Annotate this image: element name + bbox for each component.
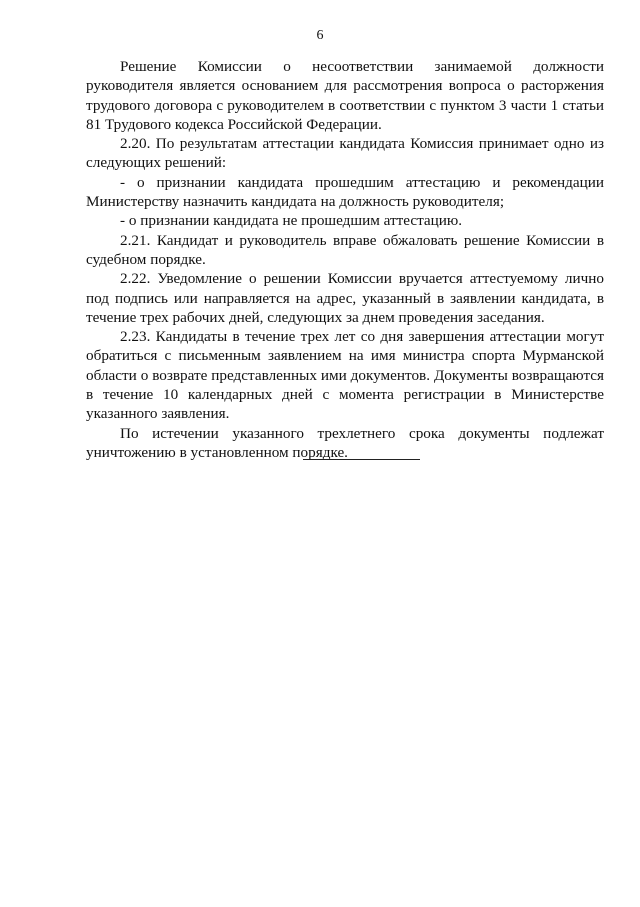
paragraph-commission-decision: Решение Комиссии о несоответствии занимаемой должности руководителя является основанием для рассмотрения вопроса о расторжения трудового договора с руководителем в соответствии с пунктом 3 части 1 статьи 81 Трудового кодекса Российской Федерации. bbox=[86, 58, 604, 133]
paragraph-2-23: 2.23. Кандидаты в течение трех лет со дня завершения аттестации могут обратиться с письменным заявлением на имя министра спорта Мурманской области о возврате представленных ими документов. Документы возвращаются в течение 10 календарных дней с момента регистрации в Министерстве указанного заявления. bbox=[86, 328, 604, 423]
paragraph-documents-destruction: По истечении указанного трехлетнего срока документы подлежат уничтожению в установленном порядке. bbox=[86, 424, 604, 461]
paragraph-2-21: 2.21. Кандидат и руководитель вправе обжаловать решение Комиссии в судебном порядке. bbox=[86, 231, 604, 268]
page-number: 6 bbox=[316, 28, 324, 43]
paragraph-2-20: 2.20. По результатам аттестации кандидата Комиссия принимает одно из следующих решений: bbox=[86, 135, 604, 172]
paragraph-2-22: 2.22. Уведомление о решении Комиссии вручается аттестуемому лично под подпись или направляется на адрес, указанный в заявлении кандидата, в течение трех рабочих дней, следующих за днем проведения заседания. bbox=[86, 270, 604, 326]
document-body bbox=[86, 57, 604, 462]
paragraph-decision-passed: - о признании кандидата прошедшим аттестацию и рекомендации Министерству назначить кандидата на должность руководителя; bbox=[86, 173, 604, 211]
end-of-document-rule bbox=[303, 459, 420, 460]
paragraph-decision-failed: - о признании кандидата не прошедшим аттестацию. bbox=[120, 212, 463, 230]
